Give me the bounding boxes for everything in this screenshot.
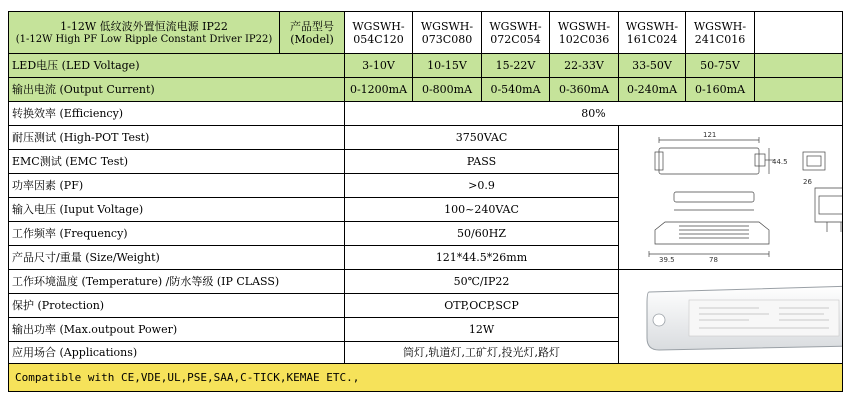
product-photo [619,270,843,364]
spec-value: >0.9 [345,174,619,198]
model-cell [619,12,686,54]
dim-length-label: 121 [703,131,717,139]
title-en: (1-12W High PF Low Ripple Constant Driver IP22) [15,33,273,45]
model-prefix: WGSWH- [420,19,474,33]
output-current-value: 0-540mA [482,78,550,102]
output-current-blank [755,78,843,102]
output-current-value: 0-240mA [619,78,686,102]
model-prefix: WGSWH- [489,19,542,33]
product-title [9,12,280,54]
spec-table [8,11,843,392]
model-prefix: WGSWH- [557,19,611,33]
driver-photo-svg [619,270,843,364]
model-code: 054C120 [353,32,404,46]
led-voltage-value: 22-33V [550,54,619,78]
led-voltage-value: 50-75V [686,54,755,78]
led-voltage-blank [755,54,843,78]
spec-value: 50℃/IP22 [345,270,619,294]
dim-height-label: 26 [803,178,812,186]
model-prefix: WGSWH- [352,19,405,33]
dim-width-label: 44.5 [772,158,788,166]
model-code: 072C054 [490,32,541,46]
spec-value: OTP,OCP,SCP [345,294,619,318]
efficiency-value: 80% [345,102,843,126]
spec-value: 121*44.5*26mm [345,246,619,270]
output-current-value: 0-360mA [550,78,619,102]
spec-label: 工作环境温度 (Temperature) /防水等级 (IP CLASS) [9,270,345,294]
output-current-value: 0-1200mA [345,78,413,102]
spec-value: 50/60HZ [345,222,619,246]
model-label-en: (Model) [290,32,334,46]
spec-value: 3750VAC [345,126,619,150]
spec-label: EMC测试 (EMC Test) [9,150,345,174]
model-code: 241C016 [694,32,746,46]
model-label [280,12,345,54]
spec-label: 功率因素 (PF) [9,174,345,198]
dimension-drawing [619,126,843,270]
dim-pitch-label: 78 [709,256,718,264]
output-current-value: 0-160mA [686,78,755,102]
model-cell [345,12,413,54]
spec-label: 工作频率 (Frequency) [9,222,345,246]
spec-label: 耐压测试 (High-POT Test) [9,126,345,150]
spec-label: 应用场合 (Applications) [9,342,345,364]
led-voltage-label: LED电压 (LED Voltage) [9,54,345,78]
led-voltage-value: 15-22V [482,54,550,78]
led-voltage-value: 3-10V [345,54,413,78]
spec-value: 100~240VAC [345,198,619,222]
model-code: 102C036 [558,32,610,46]
model-prefix: WGSWH- [625,19,679,33]
spec-value: PASS [345,150,619,174]
model-cell [686,12,755,54]
led-voltage-value: 10-15V [413,54,482,78]
compliance-footer: Compatible with CE,VDE,UL,PSE,SAA,C-TICK,KEMAE ETC., [9,364,843,392]
drawing-svg [619,126,843,266]
model-label-cn: 产品型号 [290,19,334,33]
model-prefix: WGSWH- [693,19,747,33]
spec-label: 保护 (Protection) [9,294,345,318]
title-cn: 1-12W 低纹波外置恒流电源 IP22 [60,19,228,33]
spec-label: 输出功率 (Max.outpout Power) [9,318,345,342]
spec-value: 筒灯,轨道灯,工矿灯,投光灯,路灯 [345,342,619,364]
model-code: 073C080 [421,32,473,46]
model-cell [413,12,482,54]
header-blank [755,12,843,54]
dim-offset-label: 39.5 [659,256,675,264]
output-current-value: 0-800mA [413,78,482,102]
led-voltage-value: 33-50V [619,54,686,78]
output-current-label: 输出电流 (Output Current) [9,78,345,102]
spec-value: 12W [345,318,619,342]
spec-label: 产品尺寸/重量 (Size/Weight) [9,246,345,270]
efficiency-label: 转换效率 (Efficiency) [9,102,345,126]
model-cell [482,12,550,54]
spec-label: 输入电压 (Iuput Voltage) [9,198,345,222]
model-code: 161C024 [626,32,678,46]
model-cell [550,12,619,54]
spec-sheet [8,11,842,392]
